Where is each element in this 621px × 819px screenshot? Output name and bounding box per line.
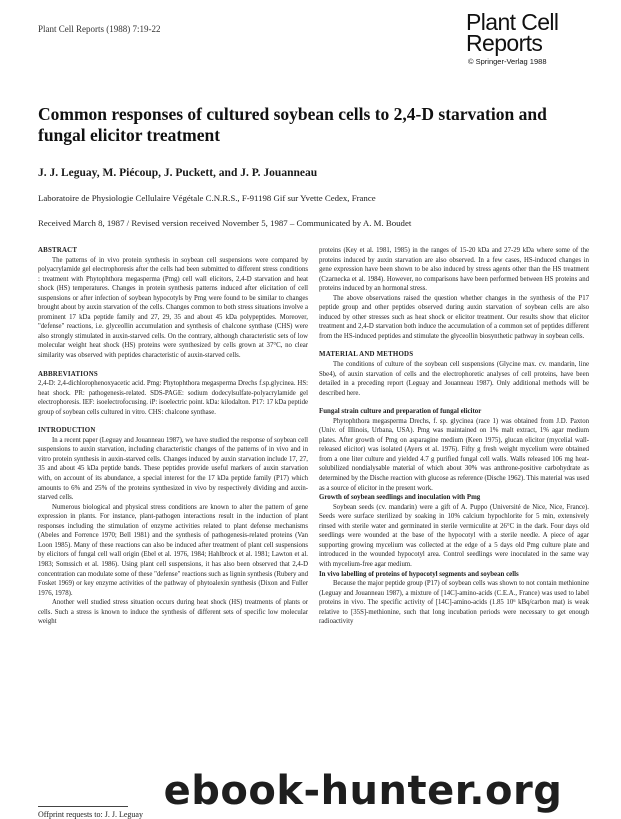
watermark: ebook-hunter.org [163, 768, 563, 814]
offprint-name: J. J. Leguay [104, 810, 143, 819]
logo-line-2: Reports [466, 30, 543, 56]
abstract-text: The patterns of in vivo protein synthesis in soybean cell suspensions were compared by polyacrylamide gel electrophoresis after the cells had been submitted to different stress conditions : treatment with Phytophthora megasperma (Pmg) cell wall elicitors, 2,4-D starvation and heat shock (HS) temperatures. Changes in protein synthesis patterns induced after elicitation of cell suspensions or after infection of soybean hypocotyls by Pmg were found to be similar to changes brought about by auxin starvation of the cells. Changes common to both stress situations involve a prominent 17 kDa peptide family and 27, 29, 35 and about 45 kDa polypeptides. Moreover, "defense" reactions, i.e. glyceollin accumulation and synthesis of chalcone synthase (CHS) were also strongly stimulated in auxin-starved cells. On the contrary, although characteristic sets of low molecular weight heat shock (HS) proteins were synthesized by cells grown at 37°C, no clear similarity was observed with peptides characteristic of auxin-starved cells. [38, 256, 308, 360]
affiliation: Laboratoire de Physiologie Cellulaire Végétale C.N.R.S., F-91198 Gif sur Yvette Cedex, France [38, 193, 376, 203]
methods-paragraph: The conditions of culture of the soybean cell suspensions (Glycine max. cv. mandarin, line Sbe4), of auxin starvation of cells and the electrophoretic analyses of cell proteins, have been detailed in a preceding report (Leguay and Jouanneau 1987). Only additional methods will be described here. [319, 361, 589, 397]
right-paragraph-1: proteins (Key et al. 1981, 1985) in the ranges of 15-20 kDa and 27-29 kDa where some of the proteins induced by auxin starvation are also observed. In a few cases, HS-induced changes in gene expression have been shown to be also induced by stress agents other than the HS treatment (Czarnecka et al. 1984). However, no comparisons have been performed between HS proteins and proteins induced by an hormonal stress. [319, 247, 589, 293]
article-title: Common responses of cultured soybean cells to 2,4-D starvation and fungal elicitor treatment [38, 104, 547, 145]
abbreviations-heading: ABBREVIATIONS [38, 370, 98, 378]
left-column [38, 246, 308, 627]
introduction-heading: INTRODUCTION [38, 427, 96, 435]
right-column [319, 246, 589, 627]
labelling-paragraph: Because the major peptide group (P17) of soybean cells was shown to not contain methionine (Leguay and Jouanneau 1987), a mixture of [14C]-amino-acids (C.E.A., France) was used to label proteins in vivo. The specific activity of [14C]-amino-acids (1.85 10⁶ kBq/carbon mat) is weak relative to [35S]-methionine, such that long incubation periods were necessary to get enough radioactivity [319, 580, 589, 626]
intro-paragraph-1: In a recent paper (Leguay and Jouanneau 1987), we have studied the response of soybean cell suspensions to auxin starvation, including characteristic changes of the patterns of in vivo and in vitro protein synthesis in auxin-starved cells. Changes induced by auxin starvation include 17, 27, 35 and about 45 kDa peptide bands. These peptides provide useful markers of auxin starvation with, on account of its abundance, a special interest for the 17 kDa peptide family (P17) which amounts to 6% and 25% of the proteins synthesized in vivo by respectively dividing and auxin-starved cells. [38, 436, 308, 502]
growth-subheading: Growth of soybean seedlings and inoculation with Pmg [319, 494, 481, 502]
right-paragraph-2: The above observations raised the question whether changes in the synthesis of the P17 peptide group and other peptides observed during auxin starvation of soybean cells are also induced by other stresses such as heat shock or elicitor treatment. Our results show that elicitor treatment and 2,4-D starvation both induce the accumulation of a common set of peptides different from the HS-induced peptides and stimulate the glyceollin biosynthetic pathway in soybean cells. [319, 294, 589, 340]
journal-citation: Plant Cell Reports (1988) 7:19-22 [38, 24, 161, 34]
methods-heading: MATERIAL AND METHODS [319, 351, 414, 359]
fungal-paragraph: Phytophthora megasperma Drechs, f. sp. glycinea (race 1) was obtained from J.D. Paxton (Univ. of Illinois, Urbana, USA). Pmg was maintained on 1% malt extract, 1% agar medium plates. After growth of Pmg on asparagine medium (Keen 1975), glucan elicitor (mycelial wall-released elicitor) was isolated (Ayers et al. 1976). Fifty g fresh weight mycelium were obtained from a one liter culture and yielded 4.7 g purified fungal cell walls. Walls released 106 mg heat-solubilized nondialysable material of which about 30% was anthrone-positive carbohydrate as determined by the Dische reaction with glucose as reference (Dische 1962). This material was used as a source of elicitor in the present work. [319, 417, 589, 492]
abstract-heading: ABSTRACT [38, 247, 78, 254]
labelling-subheading: In vivo labelling of proteins of hypocotyl segments and soybean cells [319, 570, 519, 578]
abbreviations-text: 2,4-D: 2,4-dichlorophenoxyacetic acid. Pmg: Phytophthora megasperma Drechs f.sp.glycinea. HS: heat shock. PR: pathogenesis-related. SDS-PAGE: sodium dodecylsulfate-polyacrylamide gel electrophoresis. IEF: isoelectrofocusing. iP: isoelectric point. kDa: kilodalton. P17: 17 kDa peptide group of soybean cells cultured in vitro. CHS: chalcone synthase. [38, 380, 308, 416]
growth-paragraph: Soybean seeds (cv. mandarin) were a gift of A. Puppo (Université de Nice, Nice, France). Seeds were surface sterilized by soaking in 10% calcium hypochlorite for 5 min, extensively rinsed with sterile water and germinated in sterile vermiculite at 26°C in the dark. Four days old seedlings were wounded at the base of the hypocotyl with a sterile needle. A piece of agar supporting growing mycelium was collected at the edge of a 5 days old Pmg culture plate and introduced in the wounded hypocotyl area. Control seedlings were inoculated in the same way with mycelium-free agar medium. [319, 503, 589, 568]
footnote-rule [38, 806, 128, 807]
fungal-subheading: Fungal strain culture and preparation of fungal elicitor [319, 408, 482, 416]
intro-paragraph-3: Another well studied stress situation occurs during heat shock (HS) treatments of plants or cells. Such a stress is known to induce the synthesis of different sets of specific low molecular weight [38, 599, 308, 626]
journal-logo [466, 9, 586, 66]
offprint-label: Offprint requests to: [38, 810, 103, 819]
received-dates: Received March 8, 1987 / Revised version received November 5, 1987 – Communicated by A. M. Boudet [38, 218, 412, 228]
author-list: J. J. Leguay, M. Piécoup, J. Puckett, and J. P. Jouanneau [38, 167, 318, 179]
intro-paragraph-2: Numerous biological and physical stress conditions are known to alter the pattern of gene expression in plants. For instance, plant-pathogen interactions result in the induction of plant responses including the stimulation of enzyme activities related to plant defense mechanisms (Abeles and Forrence 1970; Bell 1981) and the synthesis of pathogenesis-related proteins (Van Loon 1985). Many of these reactions can also be induced after treatment of plant cell suspensions by elicitors of fungal cell wall origin (Ebel et al. 1976, 1984; Hahlbrock et al. 1981; Lawton et al. 1983; Somssich et al. 1986). Using plant cell suspensions, it has also been observed that 2,4-D concentration can modulate some of these "defense" reactions such as lignin synthesis (Rubery and Fosket 1969) or key enzyme activities of the pathway of phytoalexin synthesis (Dixon and Fuller 1976, 1978). [38, 503, 308, 597]
logo-line-1: Plant Cell [466, 9, 559, 35]
publisher-copyright: © Springer-Verlag 1988 [468, 57, 547, 66]
